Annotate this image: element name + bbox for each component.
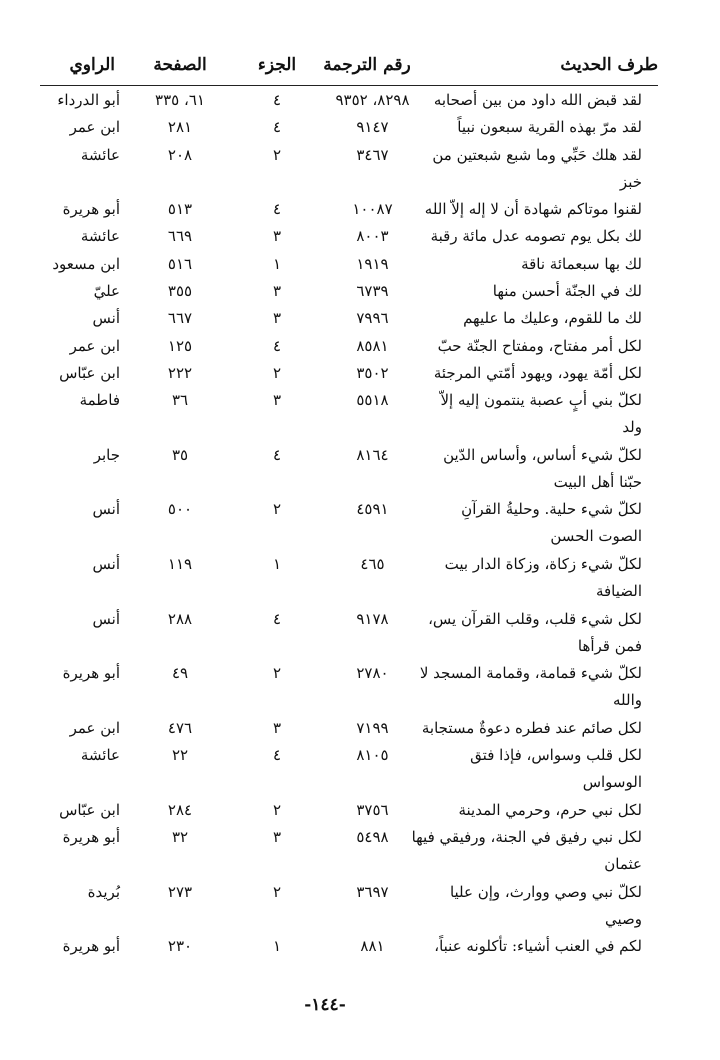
page-number-cell: ٤٩ [171, 664, 189, 683]
hadith-line: لكل قلب وسواس، فإذا فتق [470, 746, 642, 765]
hadith-line: لكل صائم عند فطره دعوةٌ مستجابة [421, 718, 642, 737]
juz-number: ٣ [272, 282, 282, 301]
page-number-cell: ٣٦ [171, 391, 189, 410]
juz-number: ٤ [272, 746, 282, 765]
hadith-line: لكلّ شيء زكاة، وزكاة الدار بيت [444, 555, 642, 574]
page-number-cell: ٢٣٠ [167, 937, 193, 956]
table-row [0, 798, 720, 825]
header-juz: الجزء [257, 55, 297, 75]
juz-number: ٢ [272, 664, 282, 683]
hadith-line: لكل نبي حرم، وحرمي المدينة [458, 800, 642, 819]
hadith-line: لقد هلك حَبِّي وما شبع شبعتين من [432, 145, 642, 164]
table-row [0, 743, 720, 798]
hadith-line: لكلّ بني أبٍ عصبة ينتمون إليه إلاّ [440, 391, 642, 410]
narrator-name: فاطمة [79, 391, 120, 410]
narrator-name: ابن عبّاس [59, 800, 120, 819]
hadith-continuation: عثمان [604, 855, 642, 874]
hadith-text [412, 607, 642, 658]
table-row [0, 880, 720, 935]
page-number-cell: ٢٢٢ [167, 363, 193, 382]
page-number-cell: ٣٥ [171, 445, 189, 464]
table-row [0, 497, 720, 552]
page-number-cell: ٣٥٥ [167, 282, 193, 301]
narrator-name: أبو الدرداء [57, 91, 120, 109]
tarjama-number: ٣٥٠٢ [356, 363, 389, 382]
page-number-cell: ٢٠٨ [167, 145, 193, 164]
page-number-cell: ٦٦٧ [167, 309, 193, 328]
hadith-line: لكلّ شيء قمامة، وقمامة المسجد لا [419, 664, 642, 683]
juz-number: ٤ [272, 609, 282, 628]
page-number-cell: ٦١، ٣٣٥ [155, 91, 205, 109]
hadith-text [412, 880, 642, 931]
hadith-line: لك بكل يوم تصومه عدل مائة رقبة [430, 227, 642, 246]
table-row [0, 252, 720, 279]
tarjama-number: ٢٧٨٠ [356, 664, 389, 683]
hadith-continuation: فمن قرأها [577, 636, 642, 655]
juz-number: ٣ [272, 227, 282, 246]
table-row [0, 661, 720, 716]
page-number-cell: ٦٦٩ [167, 227, 193, 246]
juz-number: ٢ [272, 882, 282, 901]
table-row [0, 825, 720, 880]
hadith-line: لقد مرّ بهذه القرية سبعون نبياً [457, 118, 642, 137]
narrator-name: ابن عبّاس [59, 363, 120, 382]
hadith-text [412, 388, 642, 439]
table-row [0, 334, 720, 361]
header-rule [40, 85, 658, 86]
table-row [0, 361, 720, 388]
table-row [0, 934, 720, 961]
hadith-continuation: والله [613, 691, 642, 710]
hadith-line: لكل أمّة يهود، ويهود أمّتي المرجئة [433, 363, 642, 382]
page-number-cell: ١١٩ [167, 555, 193, 574]
tarjama-number: ٧١٩٩ [356, 718, 389, 737]
narrator-name: بُريدة [87, 882, 120, 901]
hadith-text [412, 197, 642, 221]
juz-number: ١ [272, 555, 282, 574]
page-number-cell: ٢٨٤ [167, 800, 193, 819]
table-row [0, 224, 720, 251]
narrator-name: عائشة [80, 227, 120, 246]
hadith-line: لكلّ شيء أساس، وأساس الدّين [443, 445, 642, 464]
hadith-continuation: الصوت الحسن [550, 527, 642, 546]
narrator-name: أنس [92, 609, 120, 628]
narrator-name: جابر [93, 445, 120, 464]
hadith-line: لك في الجنّة أحسن منها [492, 282, 642, 301]
hadith-text [412, 552, 642, 603]
page-number-cell: ٣٢ [171, 828, 189, 847]
juz-number: ٢ [272, 500, 282, 519]
hadith-line: لكم في العنب أشياء: تأكلونه عنباً، [434, 937, 642, 956]
hadith-line: لقنوا موتاكم شهادة أن لا إله إلاّ الله [424, 200, 642, 219]
hadith-line: لك بها سبعمائة ناقة [521, 254, 642, 273]
table-row [0, 607, 720, 662]
page-number-cell: ٥٠٠ [167, 500, 193, 519]
tarjama-number: ٨٢٩٨، ٩٣٥٢ [335, 91, 410, 109]
juz-number: ٤ [272, 336, 282, 355]
hadith-continuation: خبز [619, 172, 642, 191]
tarjama-number: ٣٦٩٧ [356, 882, 389, 901]
hadith-table [0, 88, 720, 962]
juz-number: ٢ [272, 800, 282, 819]
hadith-text [412, 743, 642, 794]
hadith-text [412, 443, 642, 494]
hadith-line: لكلّ نبي وصي ووارث، وإن عليا [449, 882, 642, 901]
juz-number: ١ [272, 254, 282, 273]
juz-number: ٤ [272, 445, 282, 464]
hadith-text [412, 88, 642, 112]
narrator-name: عائشة [80, 145, 120, 164]
table-row [0, 115, 720, 142]
juz-number: ٤ [272, 200, 282, 219]
hadith-text [412, 115, 642, 139]
narrator-name: عليّ [93, 282, 120, 301]
narrator-name: عائشة [80, 746, 120, 765]
hadith-text [412, 798, 642, 822]
table-row [0, 88, 720, 115]
juz-number: ٢ [272, 145, 282, 164]
header-narrator: الراوي [69, 55, 115, 75]
page-number-cell: ١٢٥ [167, 336, 193, 355]
table-row [0, 143, 720, 198]
narrator-name: ابن عمر [69, 118, 120, 137]
hadith-line: لقد قبض الله داود من بين أصحابه [433, 91, 642, 109]
tarjama-number: ٩١٤٧ [356, 118, 389, 137]
hadith-continuation: الضيافة [595, 582, 642, 601]
hadith-line: لكل شيء قلب، وقلب القرآن يس، [428, 609, 642, 628]
tarjama-number: ٤٥٩١ [356, 500, 389, 519]
hadith-continuation: الوسواس [582, 773, 642, 792]
tarjama-number: ٨٨١ [360, 937, 385, 956]
tarjama-number: ١٠٠٨٧ [352, 200, 393, 219]
hadith-text [412, 306, 642, 330]
juz-number: ٣ [272, 309, 282, 328]
header-tarjama: رقم الترجمة [323, 55, 411, 75]
header-hadith: طرف الحديث [560, 55, 658, 75]
table-row [0, 306, 720, 333]
narrator-name: ابن مسعود [52, 254, 120, 273]
hadith-text [412, 661, 642, 712]
juz-number: ٣ [272, 828, 282, 847]
page-number-cell: ٢٢ [171, 746, 189, 765]
narrator-name: ابن عمر [69, 718, 120, 737]
tarjama-number: ٨١٦٤ [356, 445, 389, 464]
narrator-name: أنس [92, 309, 120, 328]
table-row [0, 279, 720, 306]
narrator-name: أبو هريرة [62, 828, 120, 847]
page-number-cell: ٥١٦ [167, 254, 193, 273]
hadith-continuation: ولد [622, 418, 642, 437]
tarjama-number: ٣٤٦٧ [356, 145, 389, 164]
hadith-continuation: وصيي [604, 909, 642, 928]
hadith-text [412, 825, 642, 876]
tarjama-number: ٤٦٥ [360, 555, 385, 574]
narrator-name: أبو هريرة [62, 200, 120, 219]
table-row [0, 443, 720, 498]
table-row [0, 197, 720, 224]
table-row [0, 552, 720, 607]
hadith-text [412, 252, 642, 276]
hadith-text [412, 934, 642, 958]
page-number: -١٤٤- [304, 995, 346, 1015]
page-number-cell: ٥١٣ [167, 200, 193, 219]
juz-number: ١ [272, 937, 282, 956]
tarjama-number: ٥٥١٨ [356, 391, 389, 410]
tarjama-number: ٧٩٩٦ [356, 309, 389, 328]
hadith-text [412, 497, 642, 548]
tarjama-number: ٣٧٥٦ [356, 800, 389, 819]
tarjama-number: ٥٤٩٨ [356, 828, 389, 847]
hadith-line: لكلّ شيء حلية. وحليةُ القرآنِ [461, 500, 642, 519]
hadith-text [412, 334, 642, 358]
page-number-cell: ٢٨١ [167, 118, 193, 137]
tarjama-number: ٨٠٠٣ [356, 227, 389, 246]
juz-number: ٤ [272, 118, 282, 137]
narrator-name: أنس [92, 500, 120, 519]
narrator-name: أبو هريرة [62, 937, 120, 956]
hadith-text [412, 716, 642, 740]
page-number-cell: ٢٨٨ [167, 609, 193, 628]
hadith-text [412, 143, 642, 194]
tarjama-number: ٩١٧٨ [356, 609, 389, 628]
tarjama-number: ٨١٠٥ [356, 746, 389, 765]
tarjama-number: ١٩١٩ [356, 254, 389, 273]
narrator-name: أنس [92, 555, 120, 574]
hadith-text [412, 361, 642, 385]
table-row [0, 716, 720, 743]
tarjama-number: ٨٥٨١ [356, 336, 389, 355]
hadith-line: لك ما للقوم، وعليك ما عليهم [463, 309, 642, 328]
page-number-cell: ٢٧٣ [167, 882, 193, 901]
tarjama-number: ٦٧٣٩ [356, 282, 389, 301]
header-page: الصفحة [153, 55, 207, 75]
hadith-continuation: حبّنا أهل البيت [553, 472, 642, 491]
juz-number: ٣ [272, 391, 282, 410]
juz-number: ٢ [272, 363, 282, 382]
juz-number: ٤ [272, 91, 282, 109]
hadith-line: لكل أمر مفتاح، ومفتاح الجنّة حبّ [437, 336, 642, 355]
hadith-text [412, 224, 642, 248]
narrator-name: ابن عمر [69, 336, 120, 355]
juz-number: ٣ [272, 718, 282, 737]
table-row [0, 388, 720, 443]
hadith-text [412, 279, 642, 303]
page-number-cell: ٤٧٦ [167, 718, 193, 737]
hadith-line: لكل نبي رفيق في الجنة، ورفيقي فيها [411, 828, 642, 847]
narrator-name: أبو هريرة [62, 664, 120, 683]
